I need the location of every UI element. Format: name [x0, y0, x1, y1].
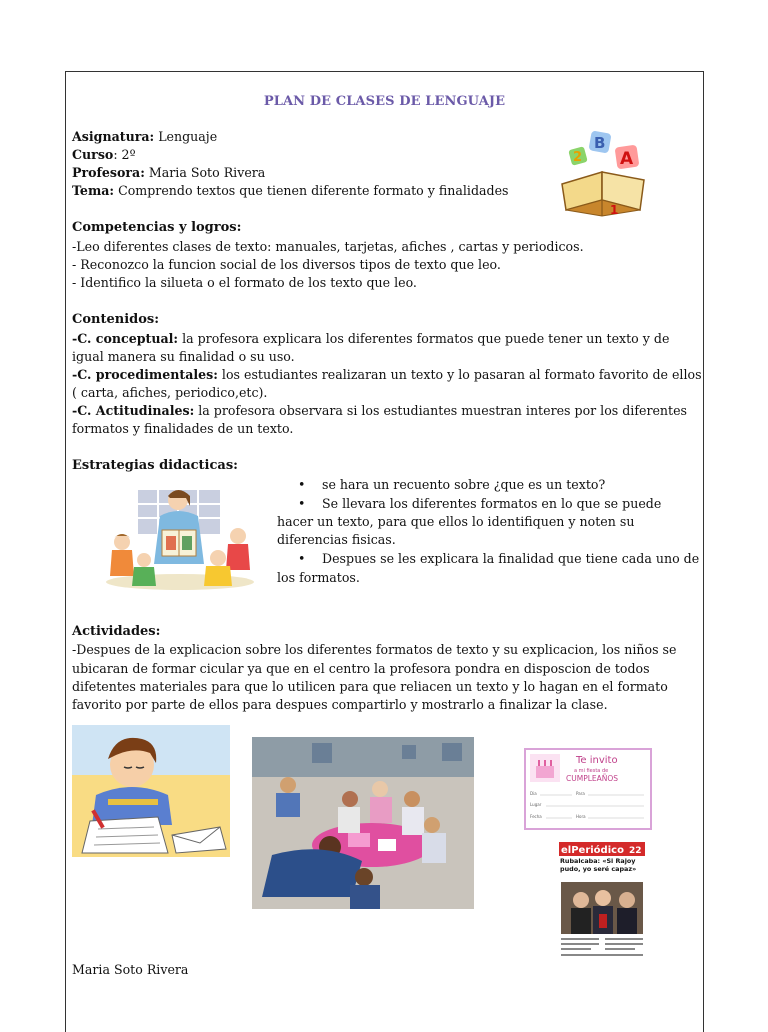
estrategia-1: se hara un recuento sobre ¿que es un texto? [322, 477, 606, 492]
invite-line-2: a mi fiesta de [574, 768, 609, 774]
estrategia-2c: diferencias fisicas. [277, 532, 396, 547]
actividades-line: difetentes materiales para que lo utilicen para que reliacen un texto y lo hagan en el formato [72, 679, 668, 694]
actividades-line: favorito por parte de ellos para despues compartirlo y mostrarlo a finalizar la clase. [72, 697, 608, 712]
birthday-invitation-card [524, 748, 652, 830]
actitudinales-text: la profesora observara si los estudiantes muestran interes por los diferentes [194, 403, 688, 418]
competencia-item: -Leo diferentes clases de texto: manuales, tarjetas, afiches , cartas y periodicos. [72, 239, 584, 254]
curso-line [72, 146, 136, 164]
procedimentales-line-2: ( carta, afiches, periodico,etc). [72, 385, 268, 400]
competencias-heading: Competencias y logros: [72, 220, 242, 235]
actividades-heading: Actividades: [72, 624, 161, 639]
letter-2: 2 [573, 150, 583, 165]
competencia-item: - Reconozco la funcion social de los diversos tipos de texto que leo. [72, 257, 501, 272]
invite-line-3: CUMPLEAÑOS [566, 774, 619, 783]
conceptual-line-2: igual manera su finalidad o su uso. [72, 349, 295, 364]
actividades-line: ubicaran de formar cicular ya que en el centro la profesora pondra en disposcion de todos [72, 661, 650, 676]
tema-line [72, 182, 509, 200]
actitudinales-line-2: formatos y finalidades de un texto. [72, 421, 294, 436]
invite-field-fecha: Fecha [530, 814, 542, 819]
newspaper-headline: Rubalcaba: «Si Rajoy pudo, yo seré capaz» [560, 858, 637, 873]
invite-field-para: Para [576, 791, 585, 796]
newspaper-number: 22 [629, 846, 642, 856]
page-title: PLAN DE CLASES DE LENGUAJE [263, 94, 506, 109]
contenidos-heading: Contenidos: [72, 312, 160, 327]
actitudinales-line-1 [72, 402, 687, 420]
newspaper-front-page [559, 842, 645, 962]
competencia-item: - Identifico la silueta o el formato de los texto que leo. [72, 275, 417, 290]
procedimentales-text: los estudiantes realizaran un texto y lo pasaran al formato favorito de ellos [217, 367, 702, 382]
estrategia-3b: los formatos. [277, 570, 360, 585]
conceptual-text: la profesora explicara los diferentes formatos que puede tener un texto y de [178, 331, 670, 346]
estrategia-3a: Despues se les explicara la finalidad que tiene cada uno de [322, 551, 700, 566]
letter-B: B [594, 134, 606, 152]
profesora-label: Profesora: [72, 165, 145, 180]
tema-label: Tema: [72, 183, 115, 198]
estrategia-bullet: • [298, 477, 306, 492]
letter-1: 1 [610, 203, 619, 217]
profesora-line [72, 164, 265, 182]
estrategia-2b: hacer un texto, para que ellos lo identifiquen y noten su [277, 514, 635, 529]
estrategia-bullet: • [298, 496, 306, 511]
invite-field-dia: Dia [530, 791, 537, 796]
asignatura-line [72, 128, 217, 146]
estrategias-heading: Estrategias didacticas: [72, 458, 238, 473]
boy-writing-illustration [72, 725, 230, 857]
actitudinales-label: -C. Actitudinales: [72, 403, 195, 418]
actividades-line: -Despues de la explicacion sobre los diferentes formatos de texto y su explicacion, los niños se [72, 642, 677, 657]
procedimentales-label: -C. procedimentales: [72, 367, 218, 382]
newspaper-masthead: elPeriódico [561, 845, 624, 856]
invite-line-1: Te invito [576, 755, 618, 766]
abc-book-illustration [556, 124, 652, 220]
profesora-value: Maria Soto Rivera [144, 165, 266, 180]
document-page [65, 71, 704, 1032]
teacher-reading-illustration [100, 486, 260, 592]
classroom-photo [252, 737, 474, 909]
asignatura-value: Lenguaje [154, 129, 218, 144]
signature-name: Maria Soto Rivera [72, 962, 189, 977]
invite-field-hora: Hora [576, 814, 586, 819]
curso-value: : 2º [113, 147, 136, 162]
estrategia-2a: Se llevara los diferentes formatos en lo que se puede [322, 496, 662, 511]
tema-value: Comprendo textos que tienen diferente formato y finalidades [114, 183, 509, 198]
conceptual-line-1 [72, 330, 669, 348]
conceptual-label: -C. conceptual: [72, 331, 179, 346]
curso-label: Curso [72, 147, 114, 162]
invite-field-lugar: Lugar [530, 802, 542, 807]
procedimentales-line-1 [72, 366, 702, 384]
estrategia-bullet: • [298, 551, 306, 566]
asignatura-label: Asignatura: [72, 129, 155, 144]
letter-A: A [620, 149, 634, 169]
